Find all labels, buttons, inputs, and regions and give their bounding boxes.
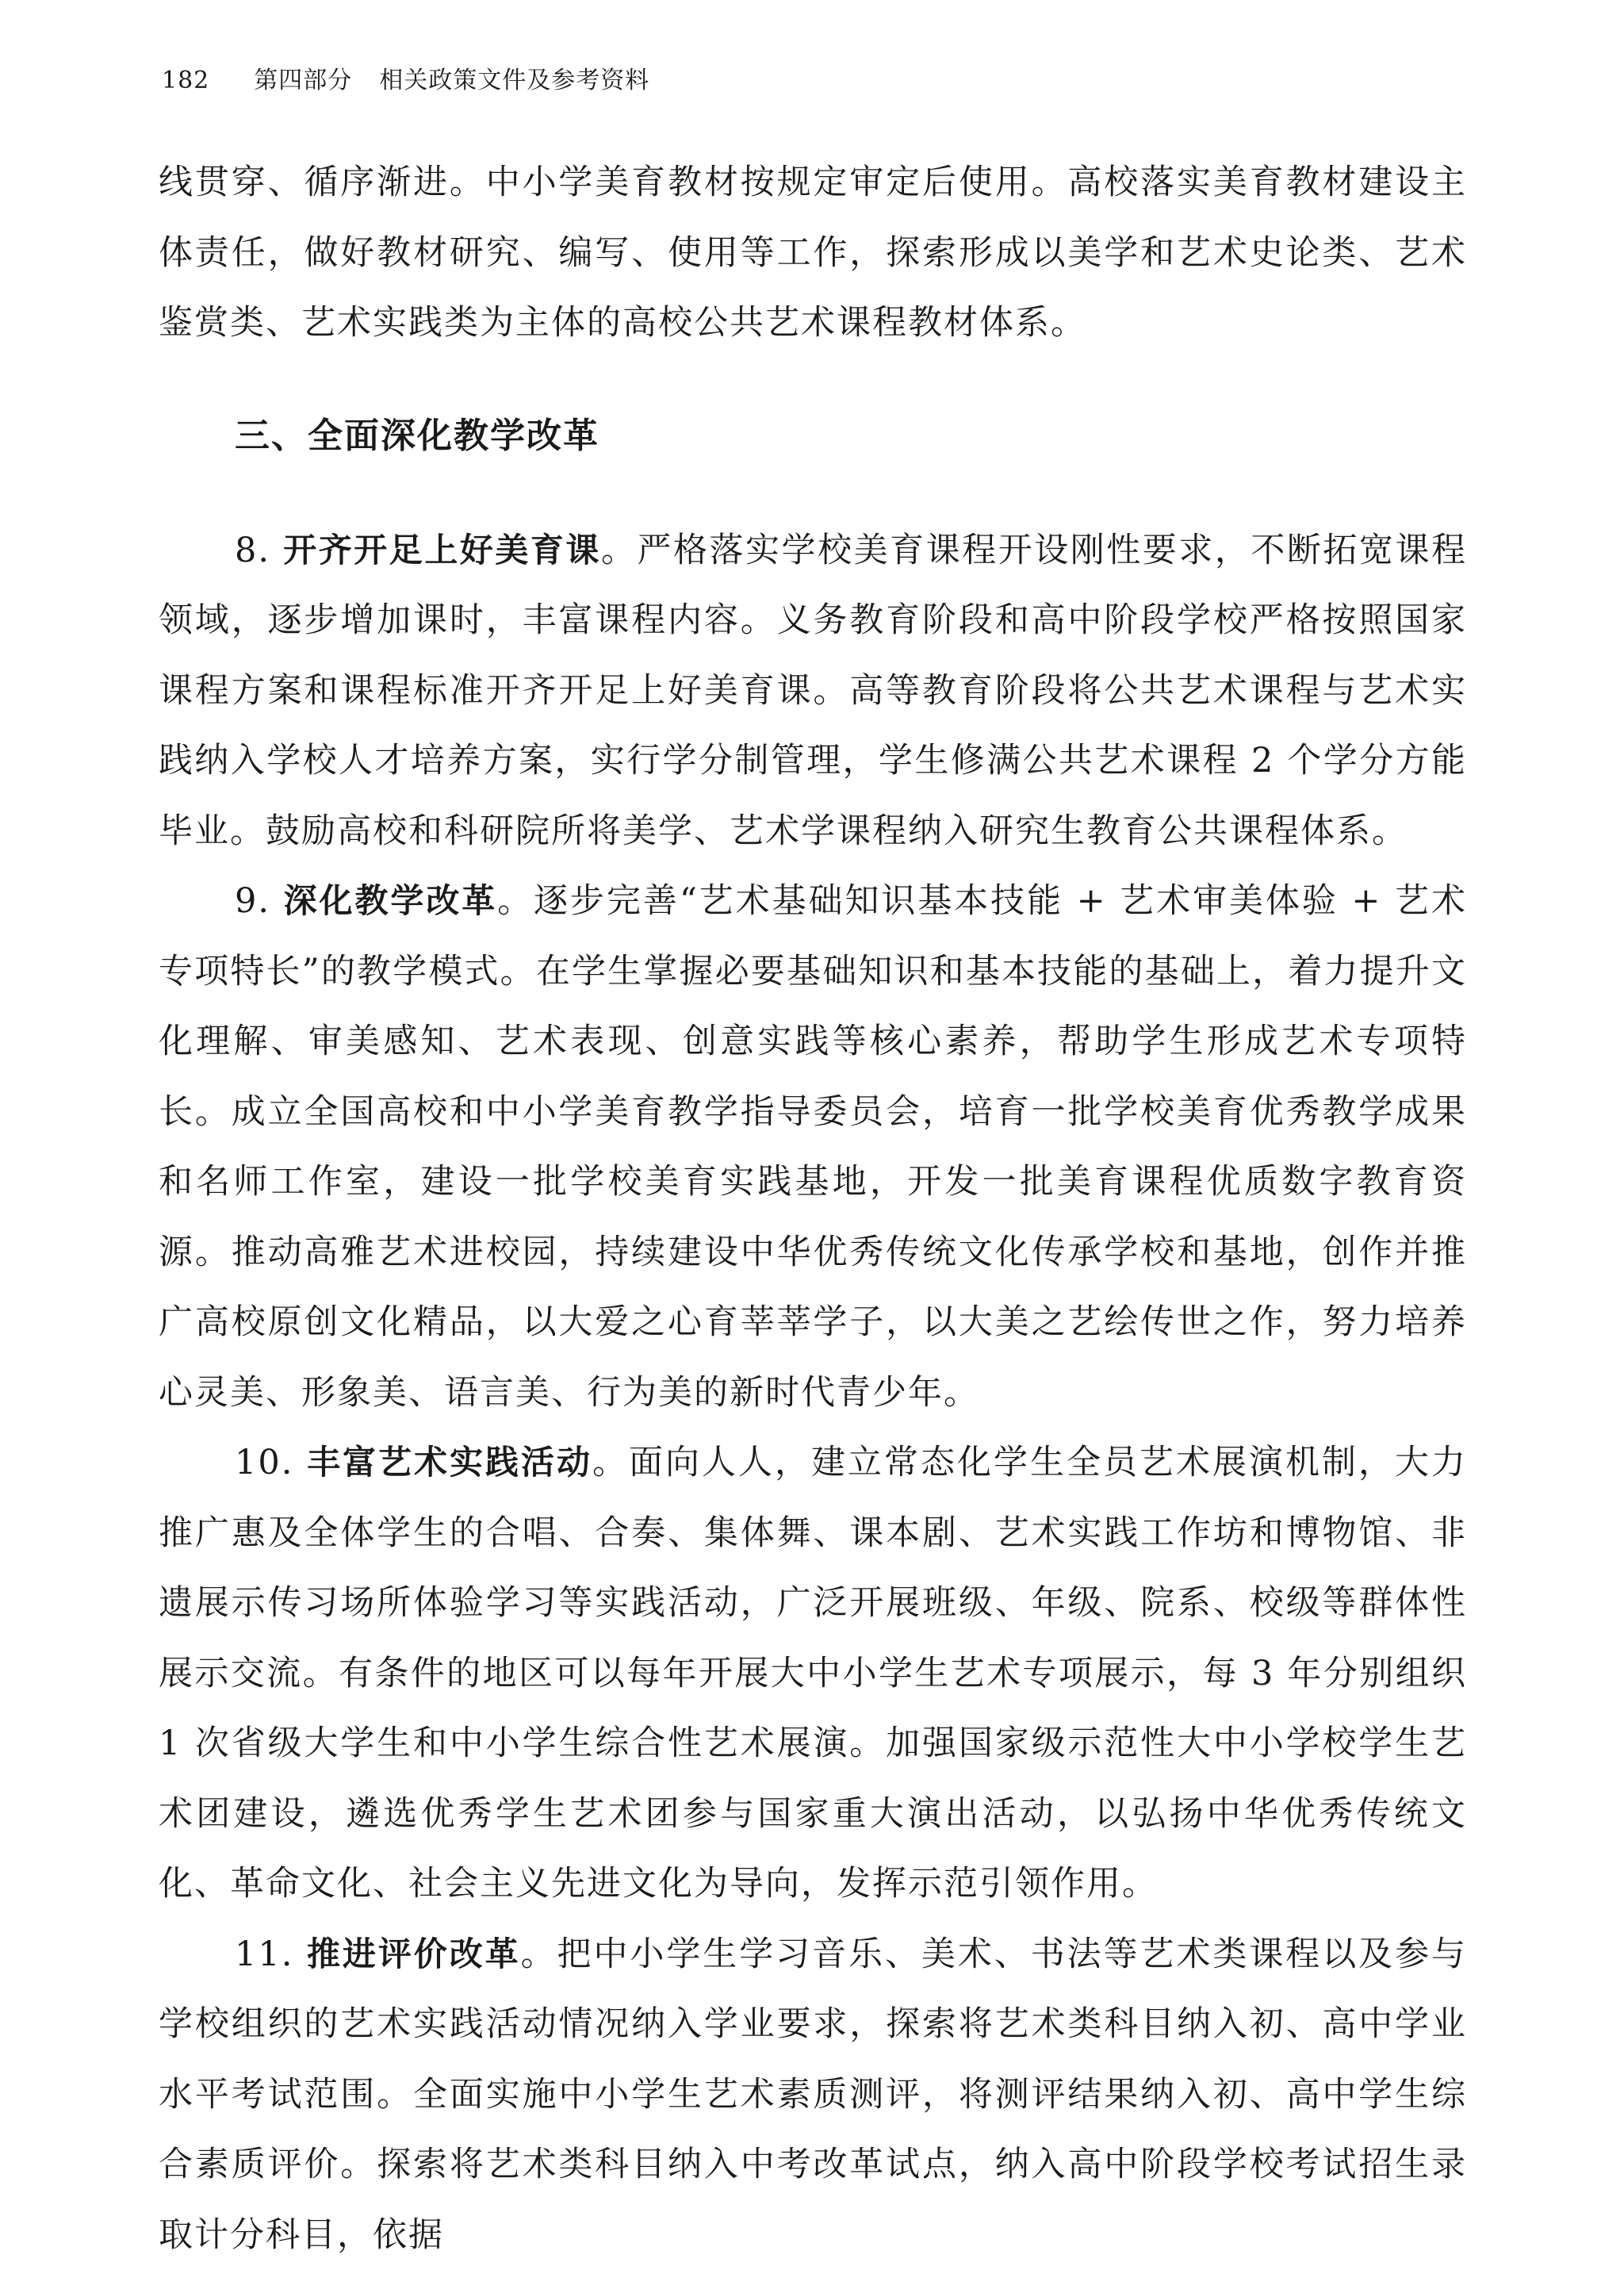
item-text: 。把中小学生学习音乐、美术、书法等艺术类课程以及参与学校组织的艺术实践活动情况纳入学业要求，探索将艺术类科目纳入初、高中学业水平考试范围。全面实施中小学生艺术素质测评，将测评结果纳入初、高中学生综合素质评价。探索将艺术类科目纳入中考改革试点，纳入高中阶段学校考试招生录取计分科目，依据 bbox=[159, 1934, 1468, 2255]
item-number: 10. bbox=[235, 1443, 308, 1482]
header-part: 第四部分 bbox=[254, 67, 353, 94]
item-title: 丰富艺术实践活动 bbox=[307, 1443, 593, 1482]
item-text: 。逐步完善“艺术基础知识基本技能 + 艺术审美体验 + 艺术专项特长”的教学模式。在学生掌握必要基础知识和基本技能的基础上，着力提升文化理解、审美感知、艺术表现、创意实践等核心素养，帮助学生形成艺术专项特长。成立全国高校和中小学美育教学指导委员会，培育一批学校美育优秀教学成果和名师工作室，建设一批学校美育实践基地，开发一批美育课程优质数字教育资源。推动高雅艺术进校园，持续建设中华优秀传统文化传承学校和基地，创作并推广高校原创文化精品，以大爱之心育莘莘学子，以大美之艺绘传世之作，努力培养心灵美、形象美、语言美、行为美的新时代青少年。 bbox=[159, 881, 1467, 1413]
intro-paragraph: 线贯穿、循序渐进。中小学美育教材按规定审定后使用。高校落实美育教材建设主体责任，做好教材研究、编写、使用等工作，探索形成以美学和艺术史论类、艺术鉴赏类、艺术实践类为主体的高校公共艺术课程教材体系。 bbox=[159, 163, 1467, 343]
item-text: 。面向人人，建立常态化学生全员艺术展演机制，大力推广惠及全体学生的合唱、合奏、集体舞、课本剧、艺术实践工作坊和博物馆、非遗展示传习场所体验学习等实践活动，广泛开展班级、年级、院系、校级等群体性展示交流。有条件的地区可以每年开展大中小学生艺术专项展示，每 3 年分别组织 1 次省级大学生和中小学生综合性艺术展演。加强国家级示范性大中小学校学生艺术团建设，遴选优秀学生艺术团参与国家重大演出活动，以弘扬中华优秀传统文化、革命文化、社会主义先进文化为导向，发挥示范引领作用。 bbox=[159, 1443, 1467, 1904]
item-paragraph-9 bbox=[159, 866, 1467, 1428]
item-text: 。严格落实学校美育课程开设刚性要求，不断拓宽课程领域，逐步增加课时，丰富课程内容。义务教育阶段和高中阶段学校严格按照国家课程方案和课程标准开齐开足上好美育课。高等教育阶段将公共艺术课程与艺术实践纳入学校人才培养方案，实行学分制管理，学生修满公共艺术课程 2 个学分方能毕业。鼓励高校和科研院所将美学、艺术学课程纳入研究生教育公共课程体系。 bbox=[159, 530, 1467, 851]
header-title: 相关政策文件及参考资料 bbox=[379, 67, 650, 94]
item-paragraph-11 bbox=[159, 1919, 1467, 2271]
item-number: 8. bbox=[235, 530, 284, 570]
page-header bbox=[162, 65, 649, 97]
item-paragraph-8 bbox=[159, 516, 1467, 867]
item-paragraph-10 bbox=[159, 1428, 1467, 1919]
item-title: 推进评价改革 bbox=[307, 1934, 521, 1973]
item-number: 9. bbox=[235, 881, 284, 921]
section-heading: 三、全面深化教学改革 bbox=[235, 415, 599, 456]
document-body bbox=[159, 148, 1467, 2270]
page-number: 182 bbox=[162, 67, 210, 94]
item-title: 开齐开足上好美育课 bbox=[283, 530, 601, 569]
item-number: 11. bbox=[235, 1934, 307, 1974]
item-title: 深化教学改革 bbox=[283, 881, 498, 920]
